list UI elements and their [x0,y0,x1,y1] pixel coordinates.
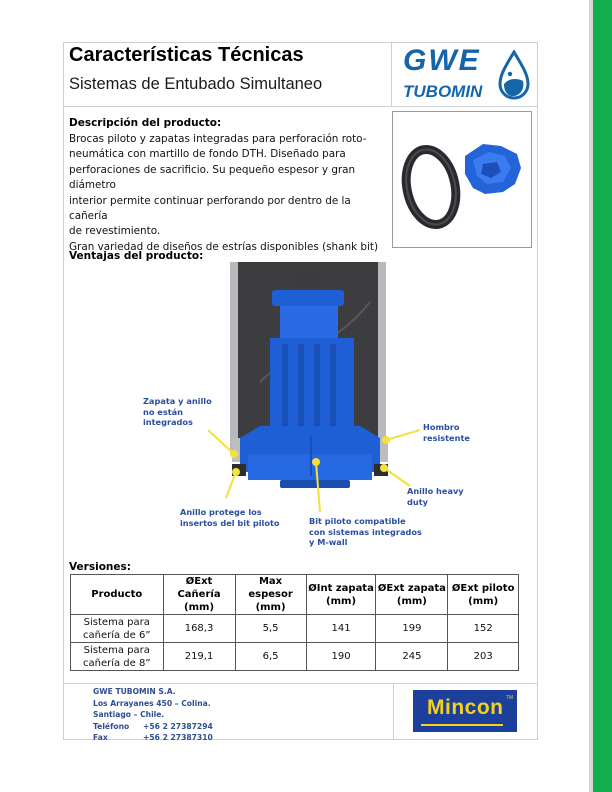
callout-line: integrados [143,417,193,427]
table-row [71,615,519,643]
callout-line: Bit piloto compatible [309,516,406,526]
fax-label: Fax [93,733,108,743]
callout-anillo-protege [180,507,280,528]
product-image [392,111,532,248]
product-description [69,132,389,255]
column-header: Producto [71,575,164,615]
company-city: Santiago – Chile. [93,710,165,720]
value-cell: 190 [306,643,376,671]
bit-collar [272,290,344,306]
callout-line-hombro [386,430,420,440]
fax-row [93,732,213,744]
callout-line: resistente [423,432,470,443]
accent-side-bar [593,0,612,792]
versions-table [70,574,519,671]
description-line: interior permite continuar perforando por dentro de la cañería [69,194,351,223]
description-line: perforaciones de sacrificio. Su pequeño espesor y gran diámetro [69,163,356,192]
callout-line: Zapata y anillo [143,396,212,406]
page-title: Características Técnicas [69,44,304,66]
value-cell: 5,5 [235,615,306,643]
table-row [71,643,519,671]
footer-divider [63,683,538,684]
value-cell: 219,1 [163,643,235,671]
callout-line: insertos del bit piloto [180,517,280,528]
callout-bit-piloto [309,516,422,548]
company-name: GWE TUBOMIN S.A. [93,687,176,696]
footer-vertical-divider [393,683,394,740]
value-cell: 168,3 [163,615,235,643]
product-cell: Sistema para cañería de 6” [71,615,164,643]
company-address: Los Arrayanes 450 – Colina. [93,698,211,708]
column-header: ØExt zapata (mm) [376,575,448,615]
callout-line: y M-wall [309,537,348,547]
callout-line: Anillo heavy [407,486,464,496]
page-subtitle: Sistemas de Entubado Simultaneo [69,75,323,93]
value-cell: 203 [448,643,519,671]
callout-anillo-heavy [407,486,464,507]
phone-row [93,721,213,733]
trademark-mark: TM [505,695,513,701]
column-header: ØExt Cañería (mm) [163,575,235,615]
header-vertical-divider [391,42,392,106]
drill-shaft [298,270,318,292]
callout-line-anillo-heavy [384,468,410,486]
header-divider [63,106,538,107]
mincon-logo-text: Mincon [427,696,504,719]
column-header: ØInt zapata (mm) [306,575,376,615]
value-cell: 199 [376,615,448,643]
description-line: Gran variedad de diseños de estrías disponibles (shank bit) [69,240,379,253]
callout-hombro [423,422,470,443]
fax-number: +56 2 27387310 [143,733,213,743]
logo-text-tubomin: TUBOMIN [403,82,483,101]
advantages-label: Ventajas del producto: [69,250,204,262]
column-header: ØExt piloto (mm) [448,575,519,615]
value-cell: 6,5 [235,643,306,671]
company-contact [93,686,213,744]
mincon-logo-underline [421,724,503,726]
callout-line: duty [407,496,428,507]
pilot-bit-image [465,144,521,194]
value-cell: 141 [306,615,376,643]
value-cell: 152 [448,615,519,643]
logo-text-gwe: GWE [403,44,481,77]
callout-line-anillo-protege [226,472,236,498]
versions-label: Versiones: [69,561,131,573]
column-header: Max espesor (mm) [235,575,306,615]
description-label: Descripción del producto: [69,117,222,129]
description-line: Brocas piloto y zapatas integradas para perforación roto- [69,133,367,145]
description-line: neumática con martillo de fondo DTH. Diseñado para [69,148,346,161]
phone-label: Teléfono [93,721,130,731]
gwe-tubomin-logo [403,44,535,104]
shoe-left [232,438,240,462]
description-line: de revestimiento. [69,225,161,238]
callout-line: Anillo protege los [180,507,262,517]
phone-number: +56 2 27387294 [143,721,213,731]
callout-line: Hombro [423,422,460,432]
mincon-logo [413,690,517,732]
callout-zapata [143,396,212,428]
product-cell: Sistema para cañería de 8” [71,643,164,671]
callout-line: con sistemas integrados [309,526,422,537]
water-drop-icon [497,50,531,102]
table-header-row [71,575,519,615]
casing-ring-image [400,145,463,229]
value-cell: 245 [376,643,448,671]
callout-line: no están [143,406,183,417]
